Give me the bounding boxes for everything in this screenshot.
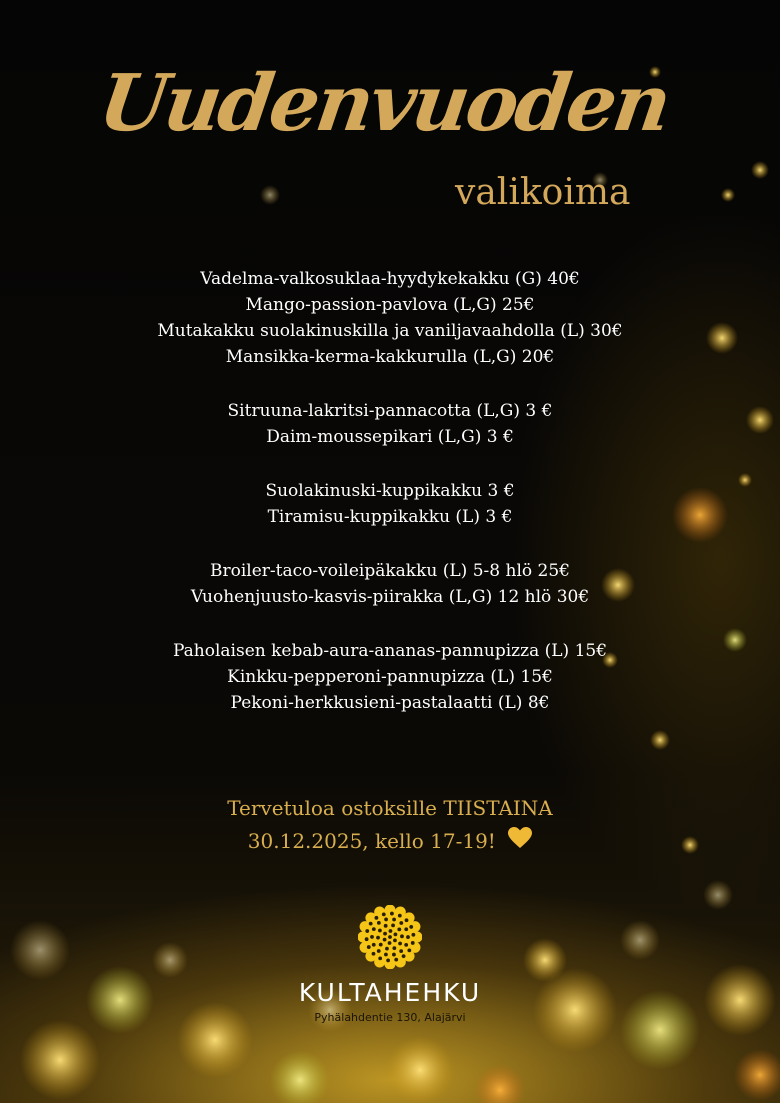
- menu-item: Broiler-taco-voileipäkakku (L) 5-8 hlö 25€: [210, 561, 570, 581]
- sunflower-logo-icon: [358, 905, 422, 969]
- menu-item: Kinkku-pepperoni-pannupizza (L) 15€: [227, 667, 553, 687]
- invitation-date: 30.12.2025, kello 17-19!: [247, 829, 496, 853]
- page-title: Uudenvuoden: [93, 58, 674, 149]
- menu-item: Vadelma-valkosuklaa-hyydykekakku (G) 40€: [200, 269, 580, 289]
- menu-item: Pekoni-herkkusieni-pastalaatti (L) 8€: [230, 693, 550, 713]
- menu-item: Mutakakku suolakinuskilla ja vaniljavaahdolla (L) 30€: [157, 321, 623, 341]
- invitation-line-2: [0, 825, 780, 858]
- menu-item: Sitruuna-lakritsi-pannacotta (L,G) 3 €: [227, 401, 553, 421]
- menu-item: Daim-moussepikari (L,G) 3 €: [266, 427, 514, 447]
- invitation-text: [0, 792, 780, 858]
- menu-item: Mango-passion-pavlova (L,G) 25€: [245, 295, 535, 315]
- menu-item: Suolakinuski-kuppikakku 3 €: [265, 481, 515, 501]
- menu-group-cupcakes: [0, 478, 780, 530]
- menu-group-savory-cakes: [0, 558, 780, 610]
- page-subtitle: valikoima: [455, 172, 631, 213]
- menu-item: Mansikka-kerma-kakkurulla (L,G) 20€: [225, 347, 555, 367]
- menu-group-desserts: [0, 398, 780, 450]
- menu-item: Paholaisen kebab-aura-ananas-pannupizza (L) 15€: [172, 641, 608, 661]
- invitation-line-1: Tervetuloa ostoksille TIISTAINA: [227, 796, 553, 820]
- brand-name: KULTAHEHKU: [298, 978, 482, 1007]
- heart-icon: [508, 826, 532, 859]
- brand-address: Pyhälahdentie 130, Alajärvi: [314, 1011, 466, 1024]
- menu-group-cakes: [0, 266, 780, 370]
- menu-item: Vuohenjuusto-kasvis-piirakka (L,G) 12 hlö 30€: [190, 587, 590, 607]
- menu-list: [0, 266, 780, 744]
- menu-item: Tiramisu-kuppikakku (L) 3 €: [267, 507, 513, 527]
- menu-group-pizzas: [0, 638, 780, 716]
